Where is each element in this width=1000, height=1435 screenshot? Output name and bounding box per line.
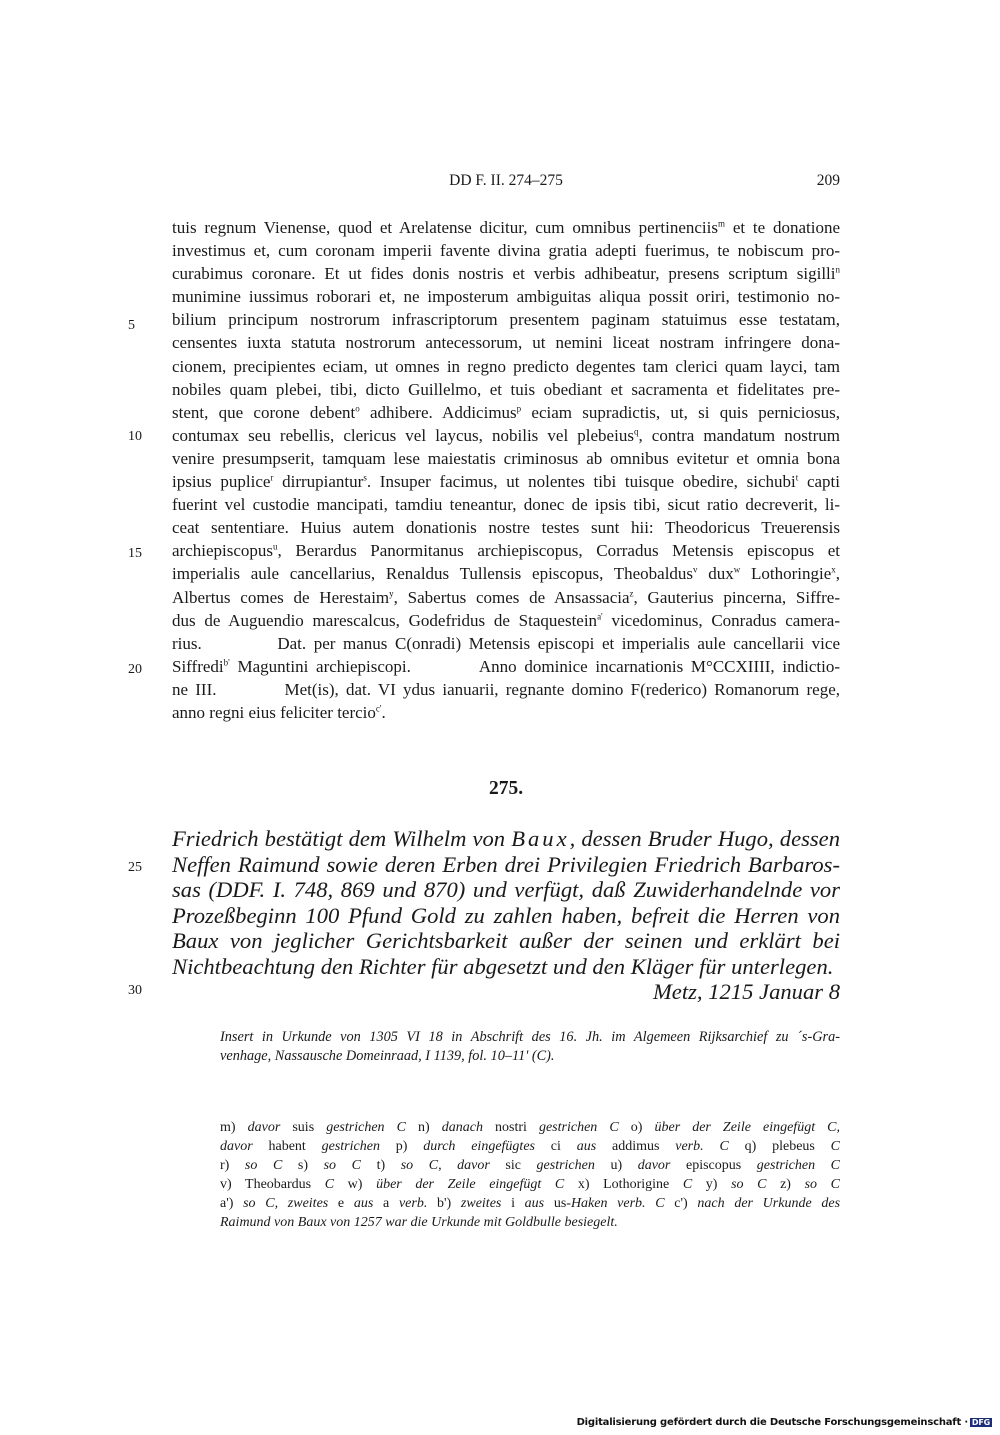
body-line [172, 562, 840, 585]
footnote-c-prime: c') nach der Urkunde des [674, 1196, 841, 1211]
source-note [220, 1028, 840, 1066]
body-line [172, 216, 840, 239]
body-line [172, 539, 840, 562]
body-text-run: Albertus comes de Herestaim [172, 587, 390, 607]
regest-line: Baux von jeglicher Gerichtsbarkeit außer der seinen und erklärt bei [172, 928, 840, 953]
footnote-marker: p [516, 403, 522, 414]
body-text-run: dux [697, 564, 734, 584]
body-text-run: nobiles quam plebei, tibi, dicto Guillelmo, et tuis obediant et sacramenta et fidelitates pre- [172, 379, 840, 399]
body-text-run: dus de Auguendio marescalcus, Godefridus de Staquestein [172, 610, 598, 630]
footnote-marker: v [693, 564, 698, 575]
body-line [172, 401, 840, 424]
footnote-marker: n [835, 264, 840, 275]
body-text-run: dirrupiantur [273, 472, 364, 492]
body-text-run: , [835, 564, 841, 584]
body-line [172, 678, 840, 701]
body-text-run: capti [798, 472, 840, 492]
footnote-marker: r [270, 472, 274, 483]
footnote-line [220, 1118, 840, 1137]
body-line [172, 262, 840, 285]
line-number-15: 15 [128, 546, 142, 561]
body-text-run: Siffredi [172, 656, 224, 676]
body-line [172, 609, 840, 632]
body-text-run: archiepiscopus [172, 541, 274, 561]
body-text-run: , Gauterius pincerna, Siffre- [633, 587, 840, 607]
body-line [172, 493, 840, 516]
page-number: 209 [816, 172, 840, 189]
footnote-o: o) über der Zeile eingefügt C, [630, 1120, 840, 1135]
footnote-u: u) davor episcopus gestrichen C [610, 1158, 841, 1173]
footnote-x: x) Lothorigine C [577, 1177, 693, 1192]
body-line [172, 355, 840, 378]
line-number-30: 30 [128, 983, 142, 998]
footnote-line [220, 1156, 840, 1175]
footnote-q: q) plebeus C [744, 1139, 841, 1154]
footnote-z: z) so C [780, 1177, 840, 1192]
footnote-p: p) durch eingefügtes ci aus addimus verb. C [395, 1139, 729, 1154]
footnote-marker: o [355, 403, 360, 414]
body-text-run: anno regni eius feliciter tercio [172, 702, 376, 722]
footnote-line [220, 1194, 840, 1213]
regest-line: sas (DDF. I. 748, 869 und 870) und verfügt, daß Zuwiderhandelnde vor [172, 877, 840, 902]
footnote-a-prime: a') so C, zweites e aus a verb. [220, 1196, 428, 1211]
footnote-o-cont: davor habent gestrichen [220, 1139, 380, 1154]
body-line [172, 632, 840, 655]
body-text-run: venire presumpserit, tamquam lese maiestatis criminosus ab omnibus evitetur et omnia bona [172, 448, 840, 468]
footnote-marker: y [389, 587, 394, 598]
body-text-run: contumax seu rebellis, clericus vel laycus, nobilis vel plebeius [172, 425, 634, 445]
body-line [172, 447, 840, 470]
regest-line: Prozeßbeginn 100 Pfund Gold zu zahlen haben, befreit die Herren von [172, 902, 840, 928]
document-body [172, 216, 840, 724]
footnote-marker: z [629, 587, 634, 598]
body-text-run: ceat sententiare. Huius autem donationis nostre testes sunt hii: Theodoricus Treuerensis [172, 518, 840, 538]
footnote-marker: w [733, 564, 741, 575]
body-text-run: imperialis aule cancellarius, Renaldus Tullensis episcopus, Theobaldus [172, 564, 694, 584]
footnote-n: n) danach nostri gestrichen C [418, 1120, 619, 1135]
regest [172, 826, 840, 979]
body-line [172, 239, 840, 262]
body-text-run: Maguntini archiepiscopi. Anno dominice incarnationis M°CCXIIII, indictio- [229, 656, 840, 676]
body-text-run: stent, que corone debent [172, 402, 356, 422]
body-text-run: censentes iuxta statuta nostrorum antecessorum, ut nemini liceat nostram infringere dona- [172, 333, 840, 353]
body-line [172, 655, 840, 678]
footnote-m: m) davor suis gestrichen C [220, 1120, 406, 1135]
body-text-run: munimine iussimus roborari et, ne imposterum ambiguitas aliqua possit oriri, testimonio no- [172, 287, 840, 307]
line-number-10: 10 [128, 429, 142, 444]
footnote-line [220, 1175, 840, 1194]
running-title: DD F. II. 274–275 [449, 172, 563, 189]
source-line: Insert in Urkunde von 1305 VI 18 in Abschrift des 16. Jh. im Algemeen Rijksarchief zu ´s-Gra- [220, 1029, 840, 1045]
body-line [172, 586, 840, 609]
body-text-run: ne III. Met(is), dat. VI ydus ianuarii, regnante domino F(rederico) Romanorum rege, [172, 679, 840, 699]
document-number: 275. [488, 778, 524, 799]
place-and-date: Metz, 1215 Januar 8 [652, 979, 840, 1004]
body-text-run: eciam supradictis, ut, si quis perniciosus, [521, 402, 840, 422]
line-number-5: 5 [128, 318, 135, 333]
body-line [172, 331, 840, 354]
footnote-b-prime: b') zweites i aus us-Haken verb. C [437, 1196, 665, 1211]
body-text-run: fuerint vel custodie mancipati, tamdiu teneantur, donec de ipsis tibi, sicut ratio decreverit, li- [172, 495, 840, 515]
body-text-run: cionem, precipientes eciam, ut omnes in regno predicto degentes tam clerici quam layci, tam [172, 356, 840, 376]
footnote-marker: a' [597, 610, 603, 621]
footnote-y: y) so C [705, 1177, 767, 1192]
footnotes [220, 1118, 840, 1232]
body-text-run: bilium principum nostrorum infrascriptorum presentem paginam statuimus esse testatam, [172, 310, 840, 330]
body-line [172, 378, 840, 401]
line-number-25: 25 [128, 860, 142, 875]
body-text-run: , contra mandatum nostrum [638, 425, 840, 445]
regest-line: Neffen Raimund sowie deren Erben drei Privilegien Friedrich Barbaros- [172, 851, 840, 877]
body-text-run: tuis regnum Vienense, quod et Arelatense dicitur, cum omnibus pertinenciis [172, 218, 718, 237]
body-line [172, 701, 840, 724]
regest-line: Friedrich bestätigt dem Wilhelm von Baux, dessen Bruder Hugo, dessen [172, 826, 841, 851]
body-text-run: Dat. per manus C(onradi) Metensis episcopi et imperialis aule cancellarii vice [201, 633, 840, 653]
footnote-s: s) so C [297, 1158, 361, 1173]
footnote-line [220, 1137, 840, 1156]
footnote-marker: u [273, 541, 278, 552]
body-text-run: et te donatione [725, 218, 841, 237]
footnote-v: v) Theobardus C [220, 1177, 335, 1192]
running-header [172, 172, 840, 196]
line-number-20: 20 [128, 662, 142, 677]
regest-line: Nichtbeachtung den Richter für abgesetzt und den Kläger für unterlegen. [172, 953, 834, 979]
person-name-baux: Baux [511, 826, 570, 851]
body-line [172, 424, 840, 447]
dfg-logo: DFG [971, 1417, 990, 1427]
footnote-w: w) über der Zeile eingefügt C [347, 1177, 565, 1192]
footnote-marker: q [633, 426, 639, 437]
footnote-marker: m [718, 218, 726, 229]
source-line: venhage, Nassausche Domeinraad, I 1139, fol. 10–11' (C). [220, 1048, 555, 1064]
body-line [172, 516, 840, 539]
body-text-run: , Sabertus comes de Ansassacia [393, 587, 630, 607]
body-text-run: , Berardus Panormitanus archiepiscopus, Corradus Metensis episcopus et [277, 541, 840, 561]
body-text-run: vicedominus, Conradus camera- [602, 610, 840, 630]
footnote-line [220, 1213, 840, 1232]
footnote-marker: t [795, 472, 799, 483]
body-text-run: curabimus coronare. Et ut fides donis nostris et verbis adhibeatur, presens scriptum sigilli [172, 264, 836, 284]
body-text-run: investimus et, cum coronam imperii favente divina gratia adepti fuerimus, te nobiscum pro- [172, 241, 840, 261]
body-line [172, 308, 840, 331]
footnote-marker: s [363, 472, 367, 483]
footnote-marker: b' [223, 657, 230, 668]
dfg-credit [577, 1417, 992, 1428]
body-line [172, 470, 840, 493]
footnote-marker: c' [375, 703, 382, 714]
body-line [172, 285, 840, 308]
body-text-run: ipsius puplice [172, 472, 271, 492]
body-text-run: . [381, 702, 386, 722]
body-text-run: rius. [172, 633, 202, 653]
footnote-marker: x [831, 564, 836, 575]
credit-text: Digitalisierung gefördert durch die Deutsche Forschungsgemeinschaft · [576, 1417, 968, 1428]
body-text-run: Lothoringie [740, 564, 832, 584]
footnote-r: r) so C [220, 1158, 283, 1173]
footnote-t: t) so C, davor sic gestrichen [376, 1158, 595, 1173]
body-text-run: adhibere. Addicimus [359, 402, 517, 422]
body-text-run: . Insuper facimus, ut nolentes tibi tuisque obedire, sichubi [366, 472, 796, 492]
footnote-c-prime-cont: Raimund von Baux von 1257 war die Urkunde mit Goldbulle besiegelt. [220, 1215, 618, 1230]
